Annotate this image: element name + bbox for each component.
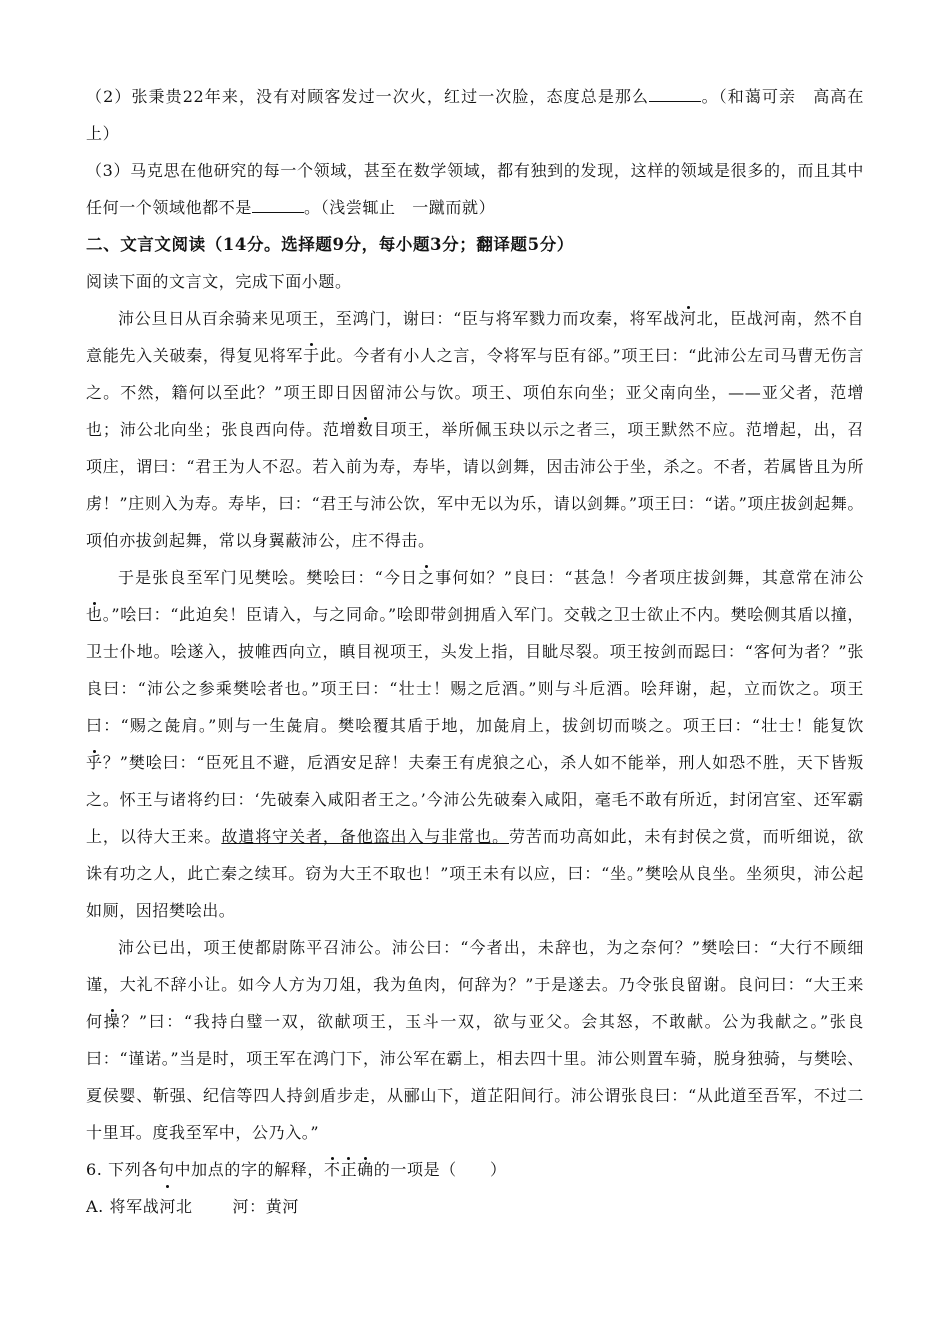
exam-page	[86, 78, 864, 1225]
dotted-char: 不	[323, 1160, 341, 1179]
section-instruction: 阅读下面的文言文，完成下面小题。	[86, 272, 352, 291]
underlined-sentence: 故遣将守关者，备他盗出入与非常也。	[221, 827, 509, 846]
item-text: 张秉贵22年来，没有对顾客发过一次火，红过一次脸，态度总是那么	[131, 87, 650, 106]
dotted-char: 数	[356, 420, 374, 439]
text-run: 沛公已出，项王使都尉陈平召沛公。沛公曰：“今者出，未辞也，为之奈何？”樊哙曰：“大行不顾细谨，大礼不辞小让。如今人方为刀俎，我为鱼肉，何辞为？”于是遂去。乃令张良留谢。良问曰：“大王来何	[86, 938, 864, 1031]
passage-paragraph-3	[86, 929, 864, 1151]
question-6	[86, 1151, 864, 1188]
text-run: 此。今者有小人之言，令将军与臣有郤。”项王曰：“此沛公左司马曹无伤言之。不然，籍何以至此？”项王即日因留沛公与饮。项王、项伯东向坐；亚父南向坐，——亚父者，范增也；沛公北向坐；张良西向侍。范增	[86, 346, 864, 439]
text-run: 劳苦而功高如此，未有封侯之赏，而听细说，欲诛有功之人，此亡秦之续耳。窃为大王不取也！”项王未有以应，曰：“坐。”樊哙从良坐。坐须臾，沛公起如厕，因招樊哙出。	[86, 827, 864, 920]
fill-item-2	[86, 78, 864, 152]
dotted-char: 也	[86, 605, 103, 624]
text-run: 的一项是（ ）	[373, 1160, 507, 1179]
dotted-char: 之	[418, 568, 436, 587]
passage-paragraph-1	[86, 300, 864, 559]
text-run: 。”哙曰：“此迫矣！臣请入，与之同命。”哙即带剑拥盾入军门。交戟之卫士欲止不内。樊哙侧其盾以撞，卫士仆地。哙遂入，披帷西向立，瞋目视项王，头发上指，目眦尽裂。项王按剑而跽曰：“客何为者？”张良曰：“沛公之参乘樊哙者也。”项王曰：“壮士！赐之卮酒。”则与斗卮酒。哙拜谢，起，立而饮之。项王曰：“赐之彘肩。”则与一生彘肩。樊哙覆其盾于地，加彘肩上，拔剑切而啖之。项王曰：“壮士！能复饮	[86, 605, 864, 735]
text-run: 沛公旦日从百余骑来见项王，至鸿门，谢曰：“臣与将军戮力而攻秦，将军战	[118, 309, 680, 328]
passage-paragraph-2	[86, 559, 864, 929]
text-run: 目项王，举所佩玉玦以示之者三，项王默然不应。范增起，出，召项庄，谓曰：“君王为人不忍。若入前为寿，寿毕，请以剑舞，因击沛公于坐，杀之。不者，若属皆且为所虏！”庄则入为寿。寿毕，曰：“君王与沛公饮，军中无以为乐，请以剑舞。”项王曰：“诺。”项庄拔剑起舞。项伯亦拔剑起舞，常以身翼蔽沛公，庄不得击。	[86, 420, 864, 550]
text-run: 6. 下列各句中加点的字的解释，	[86, 1160, 324, 1179]
text-run: 事何如？”良曰：“甚急！今者项庄拔剑舞，其意常在沛公	[435, 568, 865, 587]
option-label: A. 将军战	[86, 1197, 160, 1216]
dotted-char: 乎	[86, 753, 103, 772]
option-explanation: 河：黄河	[232, 1197, 299, 1216]
text-run: 于是张良至军门见樊哙。樊哙曰：“今日	[118, 568, 419, 587]
item-number: （3）	[86, 161, 131, 180]
fill-item-3	[86, 152, 864, 226]
answer-blank[interactable]	[252, 198, 304, 213]
dotted-char: 河	[679, 309, 697, 328]
dotted-char: 河	[159, 1188, 176, 1225]
item-options: 。（浅尝辄止 一蹴而就）	[304, 198, 496, 217]
dotted-char: 于	[303, 346, 320, 365]
item-options: 。（和蔼可亲 高高在上）	[86, 87, 864, 143]
item-number: （2）	[86, 87, 132, 106]
dotted-char: 正	[340, 1160, 358, 1179]
answer-blank[interactable]	[649, 87, 701, 102]
text-run: ？”曰：“我持白璧一双，欲献项王，玉斗一双，欲与亚父。会其怒，不敢献。公为我献之。”张良曰：“谨诺。”当是时，项王军在鸿门下，沛公军在霸上，相去四十里。沛公则置车骑，脱身独骑，与樊哙、夏侯婴、靳强、纪信等四人持剑盾步走，从郦山下，道芷阳间行。沛公谓张良曰：“从此道至吾军，不过二十里耳。度我至军中，公乃入。”	[86, 1012, 864, 1142]
text-run: 北，臣战河南，然不自意能先入关破秦，得复见将军	[86, 309, 864, 365]
dotted-phrase	[324, 1160, 374, 1179]
section-heading: 二、文言文阅读（14分。选择题9分，每小题3分；翻译题5分）	[86, 235, 574, 254]
text-run: ？”樊哙曰：“臣死且不避，卮酒安足辞！夫秦王有虎狼之心，杀人如不能举，刑人如恐不胜，天下皆叛之。怀王与诸将约曰：‘先破秦入咸阳者王之。’今沛公先破秦入咸阳，毫毛不敢有所近，封闭宫室、还军霸上，以待大王来。	[86, 753, 864, 846]
dotted-char: 操	[103, 1012, 122, 1031]
item-text: 马克思在他研究的每一个领域，甚至在数学领域，都有独到的发现，这样的领域是很多的，而且其中任何一个领域他都不是	[86, 161, 864, 217]
option-a[interactable]	[86, 1188, 864, 1225]
dotted-char: 确	[357, 1160, 374, 1179]
text-run: 北	[175, 1197, 193, 1216]
